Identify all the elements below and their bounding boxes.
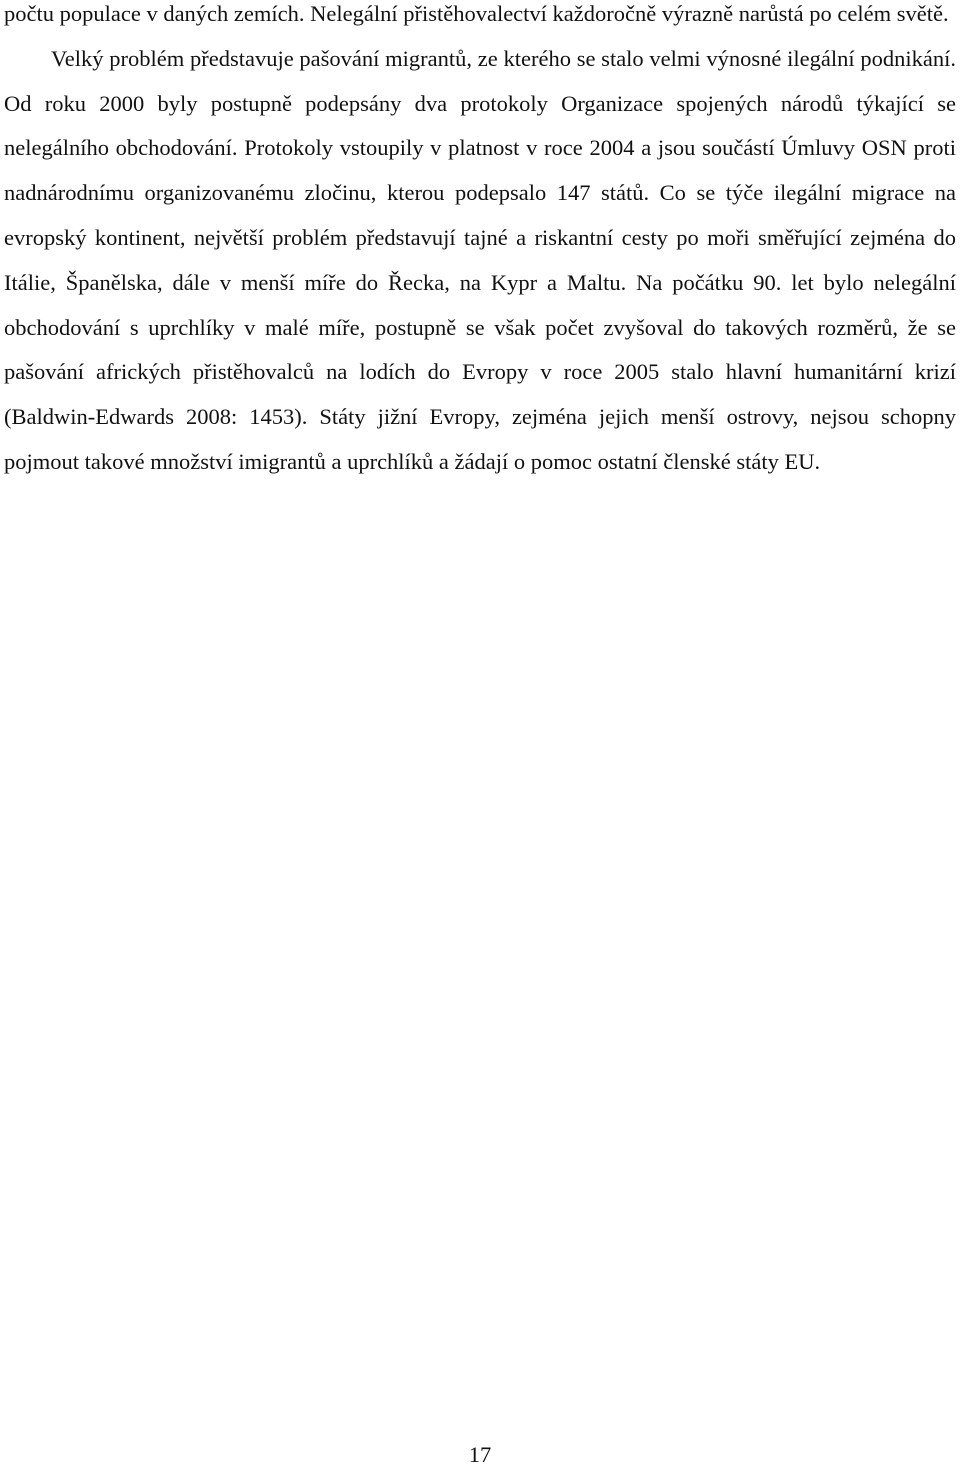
paragraph-continuation: počtu populace v daných zemích. Nelegální přistěhovalectví každoročně výrazně narůstá po celém světě. (4, 1, 949, 26)
body-text (4, 0, 956, 485)
paragraph-smuggling: Velký problém představuje pašování migrantů, ze kterého se stalo velmi výnosné ilegální podnikání. Od roku 2000 byly postupně podepsány dva protokoly Organizace spojených národů týkající se nelegálního obchodování. Protokoly vstoupily v platnost v roce 2004 a jsou součástí Úmluvy OSN proti nadnárodnímu organizovanému zločinu, kterou podepsalo 147 států. Co se týče ilegální migrace na evropský kontinent, největší problém představují tajné a riskantní cesty po moři směřující zejména do Itálie, Španělska, dále v menší míře do Řecka, na Kypr a Maltu. Na počátku 90. let bylo nelegální obchodování s uprchlíky v malé míře, postupně se však počet zvyšoval do takových rozměrů, že se pašování afrických přistěhovalců na lodích do Evropy v roce 2005 stalo hlavní humanitární krizí (Baldwin-Edwards 2008: 1453). Státy jižní Evropy, zejména jejich menší ostrovy, nejsou schopny pojmout takové množství imigrantů a uprchlíků a žádají o pomoc ostatní členské státy EU. (4, 45, 956, 474)
page-number: 17 (468, 1442, 492, 1467)
